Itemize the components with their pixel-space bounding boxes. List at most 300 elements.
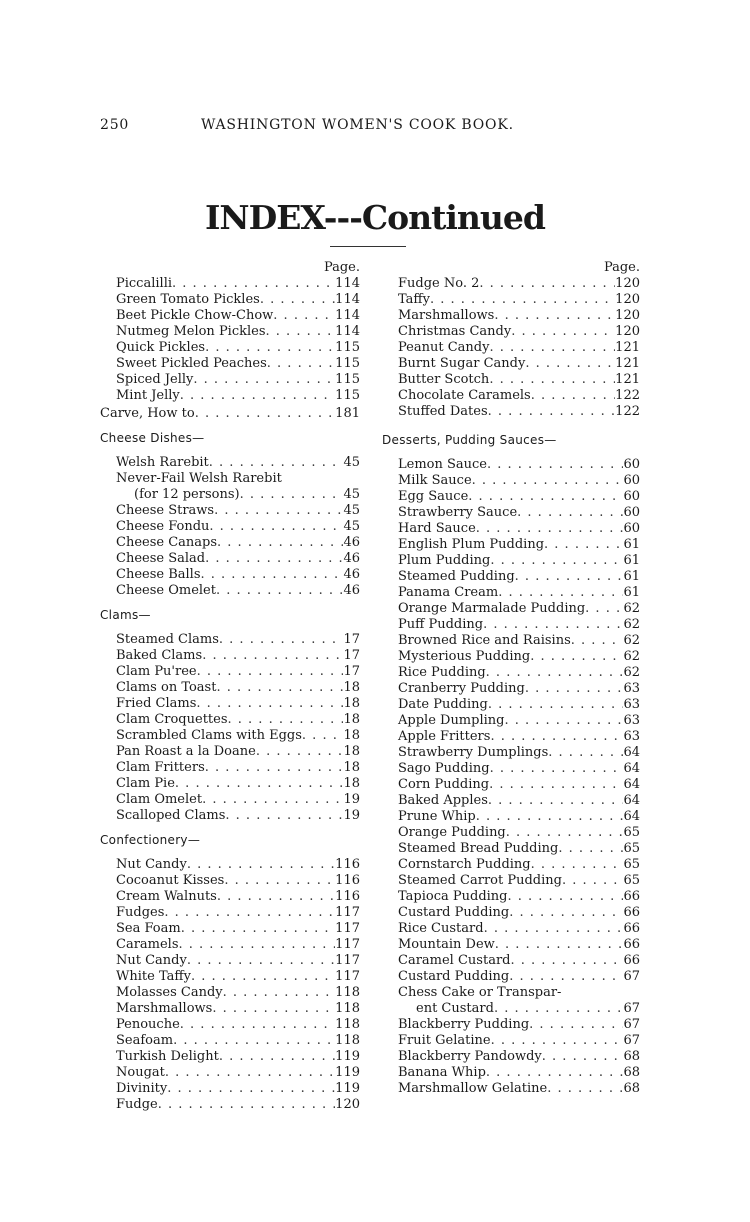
entry-name: Peanut Candy (398, 340, 490, 355)
entry-page: 45 (343, 455, 360, 470)
index-entry (98, 937, 360, 953)
index-entry (98, 1001, 360, 1017)
index-entry (380, 841, 640, 857)
entry-name: Sweet Pickled Peaches (116, 356, 267, 371)
index-entry (380, 505, 640, 521)
entry-page: 18 (343, 680, 360, 695)
entry-page: 119 (335, 1049, 360, 1064)
entry-page: 117 (335, 953, 360, 968)
entry-name: Never-Fail Welsh Rarebit (116, 471, 282, 486)
index-entry (98, 567, 360, 583)
entry-name: Divinity (116, 1081, 168, 1096)
entry-page: 118 (335, 1001, 360, 1016)
index-entry (380, 1065, 640, 1081)
entry-name: Cocoanut Kisses (116, 873, 225, 888)
index-entry (98, 340, 360, 356)
leader-dots (562, 873, 623, 889)
leader-dots (219, 632, 344, 648)
index-entry (98, 760, 360, 776)
leader-dots (488, 697, 624, 713)
entry-name: Clam Fritters (116, 760, 205, 775)
right-column (380, 260, 640, 1097)
entry-name: Mint Jelly (116, 388, 180, 403)
leader-dots (165, 1065, 335, 1081)
leader-dots (495, 937, 624, 953)
book-title: WASHINGTON WOMEN'S COOK BOOK. (201, 117, 514, 133)
entry-page: 60 (623, 457, 640, 472)
entry-page: 119 (335, 1065, 360, 1080)
leader-dots (219, 1049, 335, 1065)
entry-page: 120 (615, 308, 640, 323)
entry-page: 61 (623, 553, 640, 568)
entry-name: Cheese Straws (116, 503, 215, 518)
leader-dots (180, 388, 335, 404)
entry-page: 116 (335, 857, 360, 872)
entry-page: 66 (623, 937, 640, 952)
entry-page: 116 (335, 873, 360, 888)
entry-page: 181 (335, 406, 360, 421)
entry-page: 18 (343, 744, 360, 759)
section-heading-desserts: Desserts, Pudding Sauces— (382, 433, 557, 447)
entry-page: 115 (335, 340, 360, 355)
entry-page: 18 (343, 712, 360, 727)
leader-dots (240, 487, 344, 503)
index-entry (98, 406, 360, 422)
leader-dots (201, 567, 344, 583)
entry-page: 60 (623, 473, 640, 488)
entry-name: Chocolate Caramels (398, 388, 531, 403)
leader-dots (498, 585, 623, 601)
index-entry (380, 681, 640, 697)
index-entry (98, 953, 360, 969)
index-entry (98, 696, 360, 712)
index-entry (380, 649, 640, 665)
entry-name: Burnt Sugar Candy (398, 356, 526, 371)
section-heading-confectionery: Confectionery— (100, 833, 201, 847)
entry-page: 62 (623, 665, 640, 680)
entry-name: Penouche (116, 1017, 180, 1032)
entry-page: 118 (335, 1033, 360, 1048)
leader-dots (486, 1065, 624, 1081)
leader-dots (175, 776, 344, 792)
entry-name: Nut Candy (116, 953, 187, 968)
entry-name: Milk Sauce (398, 473, 472, 488)
leader-dots (547, 1081, 623, 1097)
leader-dots (266, 324, 336, 340)
leader-dots (484, 921, 624, 937)
entry-page: 114 (335, 276, 360, 291)
leader-dots (193, 372, 335, 388)
entry-name: Fudge (116, 1097, 158, 1112)
index-entry (380, 404, 640, 420)
leader-dots (205, 340, 335, 356)
entry-name: Strawberry Sauce (398, 505, 518, 520)
entry-name: Taffy (398, 292, 430, 307)
index-entry (380, 745, 640, 761)
leader-dots (487, 457, 623, 473)
leader-dots (179, 937, 336, 953)
leader-dots (228, 712, 344, 728)
page-column-label: Page. (603, 260, 640, 275)
leader-dots (571, 633, 624, 649)
leader-dots (172, 276, 335, 292)
entry-name: Cheese Balls (116, 567, 201, 582)
entry-name: Seafoam (116, 1033, 174, 1048)
entry-page: 62 (623, 649, 640, 664)
leader-dots (216, 583, 343, 599)
index-title: INDEX---Continued (205, 198, 545, 237)
leader-dots (158, 1097, 335, 1113)
entry-page: 117 (335, 969, 360, 984)
index-entry (380, 308, 640, 324)
index-entry (380, 761, 640, 777)
entry-page: 61 (623, 537, 640, 552)
index-entry (380, 809, 640, 825)
entry-page: 46 (343, 535, 360, 550)
leader-dots (209, 455, 344, 471)
entry-name: Cornstarch Pudding (398, 857, 531, 872)
leader-dots (223, 985, 336, 1001)
leader-dots (225, 808, 343, 824)
leader-dots (187, 857, 335, 873)
index-entry (98, 744, 360, 760)
index-entry (380, 292, 640, 308)
index-entry (98, 535, 360, 551)
entry-page: 117 (335, 937, 360, 952)
entry-name: Spiced Jelly (116, 372, 194, 387)
leader-dots (196, 696, 343, 712)
index-entry (380, 324, 640, 340)
leader-dots (181, 921, 335, 937)
entry-page: 60 (623, 521, 640, 536)
entry-page: 115 (335, 356, 360, 371)
leader-dots (494, 1001, 624, 1017)
candies-list (380, 276, 640, 420)
entry-page: 18 (343, 728, 360, 743)
entry-name: (for 12 persons) (134, 487, 240, 502)
index-entry (380, 356, 640, 372)
entry-name: Fruit Gelatine (398, 1033, 491, 1048)
leader-dots (260, 292, 335, 308)
leader-dots (531, 857, 624, 873)
index-entry (98, 664, 360, 680)
index-entry (98, 308, 360, 324)
leader-dots (525, 681, 624, 697)
index-entry (98, 551, 360, 567)
index-entry (98, 792, 360, 808)
index-entry (98, 985, 360, 1001)
leader-dots (205, 760, 344, 776)
index-entry (380, 1049, 640, 1065)
entry-page: 64 (623, 777, 640, 792)
entry-name: Panama Cream (398, 585, 499, 600)
entry-page: 62 (623, 617, 640, 632)
index-entry (98, 680, 360, 696)
index-entry (380, 633, 640, 649)
entry-name: Steamed Clams (116, 632, 219, 647)
entry-page: 63 (623, 697, 640, 712)
index-entry (380, 905, 640, 921)
index-entry (380, 521, 640, 537)
entry-name: Butter Scotch (398, 372, 490, 387)
entry-name: Piccalilli (116, 276, 173, 291)
entry-name: Beet Pickle Chow-Chow (116, 308, 274, 323)
entry-name: Caramels (116, 937, 179, 952)
index-entry (98, 276, 360, 292)
entry-page: 63 (623, 713, 640, 728)
leader-dots (212, 1001, 335, 1017)
leader-dots (486, 665, 624, 681)
leader-dots (173, 1033, 335, 1049)
entry-page: 64 (623, 793, 640, 808)
index-entry (98, 921, 360, 937)
page-column-label: Page. (323, 260, 360, 275)
index-entry (98, 324, 360, 340)
index-entry (380, 697, 640, 713)
index-entry (98, 889, 360, 905)
index-entry (98, 1081, 360, 1097)
index-entry (380, 969, 640, 985)
entry-name: Scrambled Clams with Eggs (116, 728, 302, 743)
index-entry (380, 569, 640, 585)
index-entry (380, 617, 640, 633)
entry-page: 67 (623, 1001, 640, 1016)
entry-page: 68 (623, 1049, 640, 1064)
entry-page: 122 (615, 388, 640, 403)
entry-page: 114 (335, 308, 360, 323)
entry-page: 17 (343, 664, 360, 679)
entry-name: Cheese Fondu (116, 519, 210, 534)
leader-dots (195, 406, 335, 422)
entry-page: 68 (623, 1065, 640, 1080)
entry-page: 63 (623, 681, 640, 696)
index-entry (380, 388, 640, 404)
leader-dots (202, 792, 343, 808)
entry-name: Steamed Pudding (398, 569, 515, 584)
entry-name: Cheese Salad (116, 551, 206, 566)
entry-page: 114 (335, 324, 360, 339)
leader-dots (542, 1049, 624, 1065)
leader-dots (494, 308, 615, 324)
clams-list (98, 632, 360, 824)
index-entry (380, 873, 640, 889)
index-entry (98, 1049, 360, 1065)
index-entry (98, 873, 360, 889)
entry-name: Lemon Sauce (398, 457, 487, 472)
title-rule (330, 246, 406, 247)
entry-page: 64 (623, 809, 640, 824)
entry-name: Apple Fritters (398, 729, 491, 744)
entry-name: Green Tomato Pickles (116, 292, 260, 307)
leader-dots (187, 953, 335, 969)
index-entry (98, 503, 360, 519)
leader-dots (508, 889, 624, 905)
entry-name: Rice Pudding (398, 665, 486, 680)
entry-name: Clam Omelet (116, 792, 203, 807)
index-entry (98, 487, 360, 503)
entry-name: Nut Candy (116, 857, 187, 872)
index-entry (380, 276, 640, 292)
leader-dots (490, 761, 624, 777)
index-entry (98, 632, 360, 648)
entry-name: Fudges (116, 905, 165, 920)
leader-dots (504, 713, 623, 729)
entry-name: Caramel Custard (398, 953, 511, 968)
entry-name: Custard Pudding (398, 905, 510, 920)
entry-page: 45 (343, 519, 360, 534)
entry-name: Rice Custard (398, 921, 484, 936)
index-entry (98, 519, 360, 535)
index-entry (98, 648, 360, 664)
leader-dots (509, 969, 623, 985)
entry-name: Orange Marmalade Pudding (398, 601, 586, 616)
leader-dots (510, 953, 623, 969)
leader-dots (531, 388, 615, 404)
index-entry (380, 889, 640, 905)
entry-name: Cheese Omelet (116, 583, 216, 598)
leader-dots (548, 745, 623, 761)
index-entry (98, 356, 360, 372)
entry-page: 66 (623, 921, 640, 936)
index-entry (98, 712, 360, 728)
entry-page: 120 (335, 1097, 360, 1112)
index-entry (98, 1017, 360, 1033)
entry-page: 45 (343, 487, 360, 502)
entry-page: 64 (623, 745, 640, 760)
leader-dots (217, 889, 335, 905)
entry-name: English Plum Pudding (398, 537, 545, 552)
entry-page: 65 (623, 825, 640, 840)
entry-page: 116 (335, 889, 360, 904)
leader-dots (191, 969, 335, 985)
leader-dots (468, 489, 623, 505)
entry-page: 46 (343, 551, 360, 566)
entry-page: 18 (343, 760, 360, 775)
index-entry (98, 455, 360, 471)
leader-dots (164, 905, 335, 921)
index-entry (98, 857, 360, 873)
index-entry (380, 585, 640, 601)
index-entry (380, 1001, 640, 1017)
entry-name: Cream Walnuts (116, 889, 217, 904)
leader-dots (167, 1081, 335, 1097)
index-entry (98, 969, 360, 985)
entry-page: 67 (623, 1033, 640, 1048)
entry-page: 121 (615, 372, 640, 387)
index-entry (380, 713, 640, 729)
entry-name: Christmas Candy (398, 324, 512, 339)
index-entry (380, 537, 640, 553)
entry-page: 18 (343, 696, 360, 711)
entry-name: Hard Sauce (398, 521, 476, 536)
leader-dots (202, 648, 343, 664)
confectionery-list (98, 857, 360, 1113)
leader-dots (585, 601, 623, 617)
entry-page: 118 (335, 985, 360, 1000)
entry-name: Blackberry Pandowdy (398, 1049, 542, 1064)
entry-page: 62 (623, 633, 640, 648)
index-entry (380, 340, 640, 356)
entry-name: Clam Croquettes (116, 712, 228, 727)
index-entry (380, 953, 640, 969)
entry-name: Sago Pudding (398, 761, 490, 776)
index-entry (98, 471, 360, 487)
entry-name: Nougat (116, 1065, 165, 1080)
entry-name: Steamed Bread Pudding (398, 841, 559, 856)
entry-page: 60 (623, 489, 640, 504)
entry-name: Molasses Candy (116, 985, 223, 1000)
entry-name: Steamed Carrot Pudding (398, 873, 562, 888)
leader-dots (180, 1017, 335, 1033)
entry-name: Clams on Toast (116, 680, 217, 695)
entry-page: 66 (623, 889, 640, 904)
leader-dots (472, 473, 624, 489)
index-entry (98, 388, 360, 404)
entry-page: 65 (623, 841, 640, 856)
leader-dots (197, 664, 344, 680)
entry-name: Turkish Delight (116, 1049, 219, 1064)
entry-name: Marshmallow Gelatine (398, 1081, 548, 1096)
leader-dots (558, 841, 623, 857)
entry-name: Corn Pudding (398, 777, 490, 792)
entry-name: Welsh Rarebit (116, 455, 209, 470)
leader-dots (209, 519, 343, 535)
entry-name: Chess Cake or Transpar- (398, 985, 562, 1000)
entry-page: 65 (623, 857, 640, 872)
index-entry (380, 729, 640, 745)
index-entry (98, 905, 360, 921)
entry-name: Baked Apples (398, 793, 488, 808)
leader-dots (506, 825, 624, 841)
index-entry (380, 985, 640, 1001)
index-entry (98, 1065, 360, 1081)
leader-dots (511, 324, 615, 340)
entry-page: 61 (623, 569, 640, 584)
entry-name: Clam Pu'ree (116, 664, 197, 679)
entry-name: Nutmeg Melon Pickles (116, 324, 266, 339)
index-entry (380, 601, 640, 617)
entry-page: 115 (335, 388, 360, 403)
entry-name: Date Pudding (398, 697, 488, 712)
entry-name: Banana Whip (398, 1065, 486, 1080)
entry-name: Carve, How to (100, 406, 195, 421)
leader-dots (479, 276, 615, 292)
index-entry (380, 825, 640, 841)
left-column (98, 260, 360, 1113)
leader-dots (224, 873, 335, 889)
index-entry (380, 937, 640, 953)
entry-name: Custard Pudding (398, 969, 510, 984)
entry-page: 115 (335, 372, 360, 387)
leader-dots (525, 356, 615, 372)
entry-name: Sea Foam (116, 921, 181, 936)
index-entry (380, 777, 640, 793)
entry-name: White Taffy (116, 969, 191, 984)
entry-page: 19 (343, 808, 360, 823)
entry-page: 117 (335, 905, 360, 920)
section-heading-clams: Clams— (100, 608, 151, 622)
leader-dots (488, 404, 616, 420)
entry-page: 67 (623, 969, 640, 984)
index-entry (98, 776, 360, 792)
leader-dots (476, 521, 624, 537)
leader-dots (217, 535, 343, 551)
index-entry (98, 1033, 360, 1049)
index-entry (380, 921, 640, 937)
entry-page: 17 (343, 632, 360, 647)
entry-page: 121 (615, 356, 640, 371)
entry-name: Prune Whip (398, 809, 476, 824)
